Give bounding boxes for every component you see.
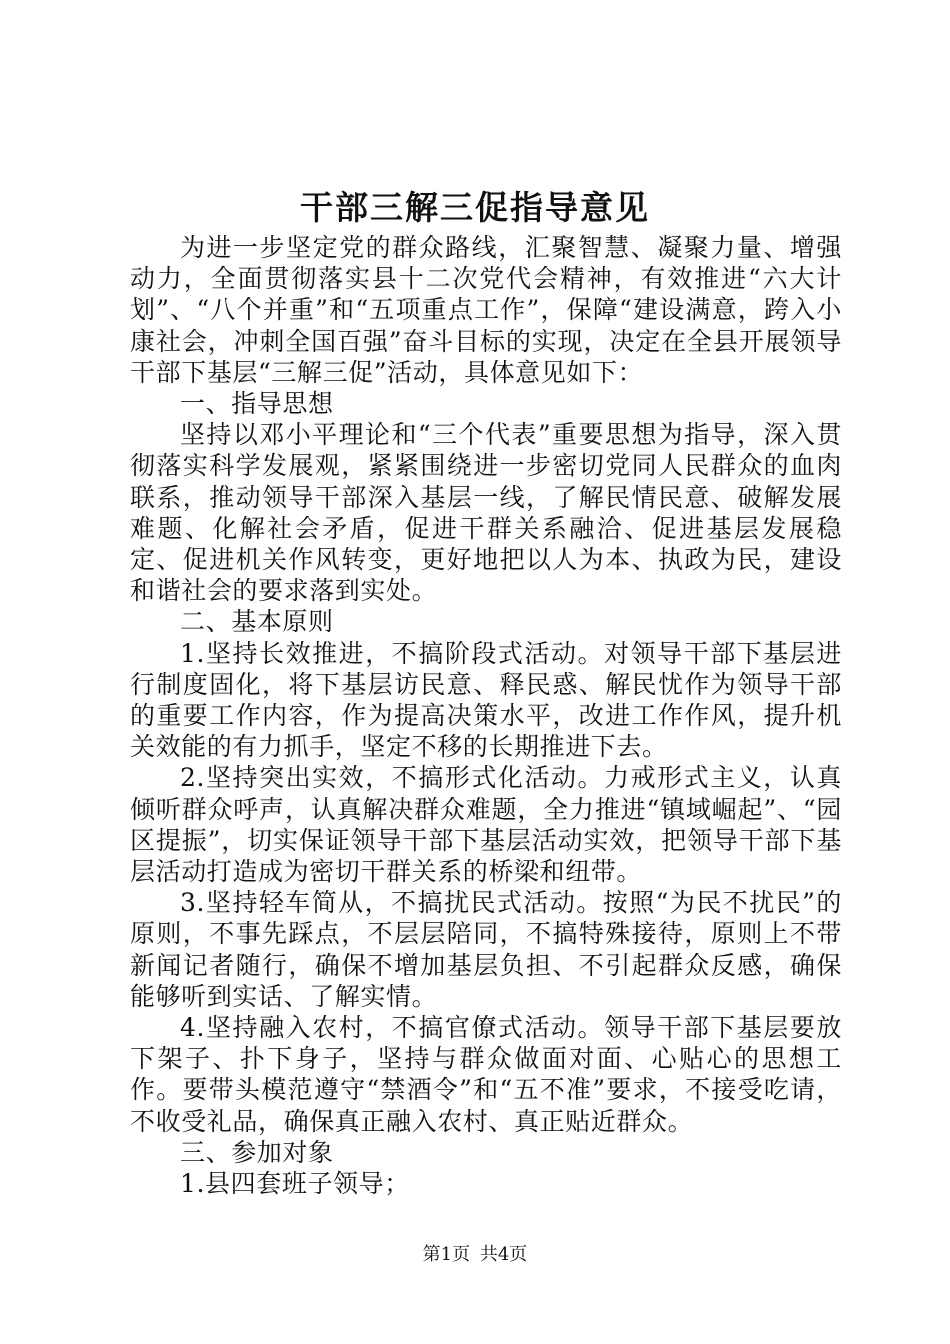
intro-paragraph: 为进一步坚定党的群众路线，汇聚智慧、凝聚力量、增强动力，全面贯彻落实县十二次党代会精神，有效推进“六大计划”、“八个并重”和“五项重点工作”，保障“建设满意，跨入小康社会，冲刺全国百强”奋斗目标的实现，决定在全县开展领导干部下基层“三解三促”活动，具体意见如下： xyxy=(130,233,842,387)
principle-paragraph-1: 1.坚持长效推进，不搞阶段式活动。对领导干部下基层进行制度固化，将下基层访民意、释民惑、解民忧作为领导干部的重要工作内容，作为提高决策水平，改进工作作风，提升机关效能的有力抓手，坚定不移的长期推进下去。 xyxy=(130,638,842,762)
section-heading-guiding-ideology: 一、指导思想 xyxy=(180,389,334,419)
principle-paragraph-3: 3.坚持轻车简从，不搞扰民式活动。按照“为民不扰民”的原则，不事先踩点，不层层陪同，不搞特殊接待，原则上不带新闻记者随行，确保不增加基层负担、不引起群众反感，确保能够听到实话、了解实情。 xyxy=(130,888,842,1011)
page-footer: 第1页 共4页 xyxy=(422,1244,528,1265)
guiding-ideology-paragraph: 坚持以邓小平理论和“三个代表”重要思想为指导，深入贯彻落实科学发展观，紧紧围绕进一步密切党同人民群众的血肉联系，推动领导干部深入基层一线，了解民情民意、破解发展难题、化解社会矛盾，促进干群关系融洽、促进基层发展稳定、促进机关作风转变，更好地把以人为本、执政为民，建设和谐社会的要求落到实处。 xyxy=(130,420,842,606)
participants-item-1: 1.县四套班子领导； xyxy=(180,1169,410,1199)
section-heading-basic-principles: 二、基本原则 xyxy=(180,607,334,637)
principle-paragraph-2: 2.坚持突出实效，不搞形式化活动。力戒形式主义，认真倾听群众呼声，认真解决群众难题，全力推进“镇域崛起”、“园区提振”，切实保证领导干部下基层活动实效，把领导干部下基层活动打造成为密切干群关系的桥梁和纽带。 xyxy=(130,763,842,887)
section-heading-participants: 三、参加对象 xyxy=(180,1137,334,1167)
principle-paragraph-4: 4.坚持融入农村，不搞官僚式活动。领导干部下基层要放下架子、扑下身子，坚持与群众做面对面、心贴心的思想工作。要带头模范遵守“禁酒令”和“五不准”要求，不接受吃请，不收受礼品，确保真正融入农村、真正贴近群众。 xyxy=(130,1013,842,1136)
document-title: 干部三解三促指导意见 xyxy=(300,188,650,227)
document-body xyxy=(130,232,842,1199)
